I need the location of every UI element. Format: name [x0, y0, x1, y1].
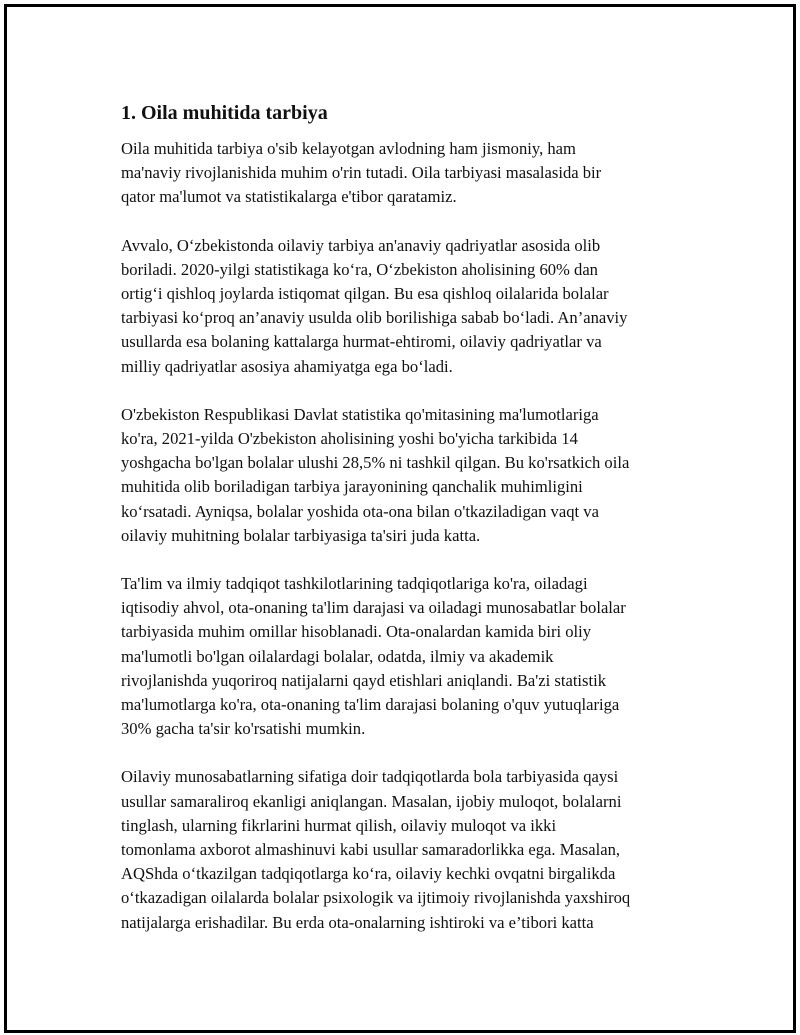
text-line: tarbiyasida muhim omillar hisoblanadi. Ota-onalardan kamida biri oliy	[121, 622, 592, 642]
paragraph-education	[121, 572, 701, 741]
paragraph-relationships	[121, 765, 701, 934]
text-line: boriladi. 2020-yilgi statistikaga ko‘ra, O‘zbekiston aholisining 60% dan	[121, 259, 598, 279]
paragraph-traditions	[121, 234, 701, 379]
text-line: yoshgacha bo'lgan bolalar ulushi 28,5% ni tashkil qilgan. Bu ko'rsatkich oila	[121, 453, 630, 473]
text-line: ko'ra, 2021-yilda O'zbekiston aholisining yoshi bo'yicha tarkibida 14	[121, 429, 578, 449]
text-line: ko‘rsatadi. Ayniqsa, bolalar yoshida ota-ona bilan o'tkaziladigan vaqt va	[121, 501, 599, 521]
text-line: ma'naviy rivojlanishida muhim o'rin tutadi. Oila tarbiyasi masalasida bir	[121, 163, 602, 183]
text-line: AQShda o‘tkazilgan tadqiqotlarga ko‘ra, oilaviy kechki ovqatni birgalikda	[121, 864, 616, 884]
text-line: rivojlanishda yuqoriroq natijalarni qayd etishlari aniqlandi. Ba'zi statistik	[121, 670, 607, 690]
section-heading: 1. Oila muhitida tarbiya	[121, 102, 328, 124]
text-line: milliy qadriyatlar asosiya ahamiyatga ega bo‘ladi.	[121, 356, 453, 376]
page-frame	[4, 4, 796, 1033]
text-line: ma'lumotli bo'lgan oilalardagi bolalar, odatda, ilmiy va akademik	[121, 646, 554, 666]
text-line: Ta'lim va ilmiy tadqiqot tashkilotlarining tadqiqotlariga ko'ra, oiladagi	[121, 574, 588, 594]
text-line: qator ma'lumot va statistikalarga e'tibor qaratamiz.	[121, 187, 457, 207]
text-line: 30% gacha ta'sir ko'rsatishi mumkin.	[121, 719, 366, 739]
paragraph-statistics	[121, 403, 701, 548]
text-line: o‘tkazadigan oilalarda bolalar psixologik va ijtimoiy rivojlanishda yaxshiroq	[121, 888, 631, 908]
text-line: oilaviy muhitning bolalar tarbiyasiga ta'siri juda katta.	[121, 525, 481, 545]
document-body	[121, 99, 701, 959]
text-line: O'zbekiston Respublikasi Davlat statistika qo'mitasining ma'lumotlariga	[121, 404, 599, 424]
text-line: ma'lumotlarga ko'ra, ota-onaning ta'lim darajasi bolaning o'quv yutuqlariga	[121, 695, 620, 715]
text-line: tomonlama axborot almashinuvi kabi usullar samaradorlikka ega. Masalan,	[121, 840, 621, 860]
text-line: iqtisodiy ahvol, ota-onaning ta'lim darajasi va oiladagi munosabatlar bolalar	[121, 598, 626, 618]
text-line: usullarda esa bolaning kattalarga hurmat-ehtiromi, oilaviy qadriyatlar va	[121, 332, 602, 352]
text-line: usullar samaraliroq ekanligi aniqlangan. Masalan, ijobiy muloqot, bolalarni	[121, 791, 622, 811]
text-line: muhitida olib boriladigan tarbiya jarayonining qanchalik muhimligini	[121, 477, 583, 497]
text-line: Avvalo, O‘zbekistonda oilaviy tarbiya an'anaviy qadriyatlar asosida olib	[121, 235, 601, 255]
text-line: tarbiyasi ko‘proq an’anaviy usulda olib borilishiga sabab bo‘ladi. An’anaviy	[121, 308, 628, 328]
paragraph-intro	[121, 137, 701, 210]
text-line: Oila muhitida tarbiya o'sib kelayotgan avlodning ham jismoniy, ham	[121, 139, 576, 158]
text-line: Oilaviy munosabatlarning sifatiga doir tadqiqotlarda bola tarbiyasida qaysi	[121, 767, 619, 787]
text-line: natijalarga erishadilar. Bu erda ota-onalarning ishtiroki va e’tibori katta	[121, 912, 594, 932]
text-line: tinglash, ularning fikrlarini hurmat qilish, oilaviy muloqot va ikki	[121, 815, 557, 835]
text-line: ortig‘i qishloq joylarda istiqomat qilgan. Bu esa qishloq oilalarida bolalar	[121, 284, 609, 304]
